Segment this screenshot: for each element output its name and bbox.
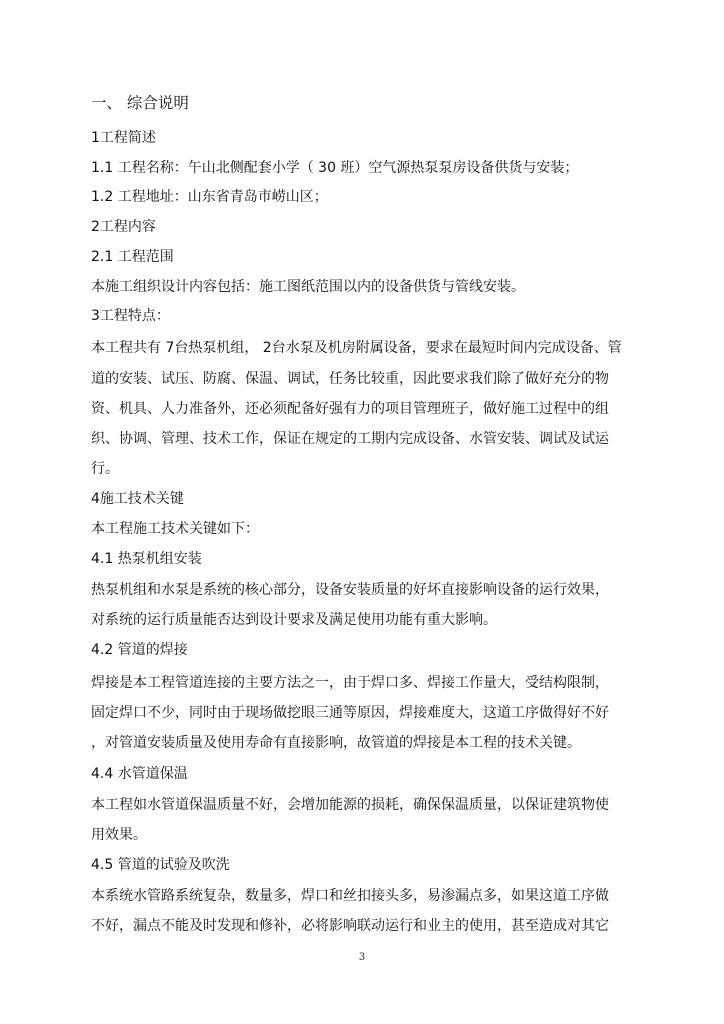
insulation-paragraph-line: 用效果。 [91, 827, 147, 843]
section-title: 一、 综合说明 [91, 94, 189, 112]
project-scope-text: 本施工组织设计内容包括：施工图纸范围以内的设备供货与管线安装。 [91, 279, 525, 295]
insulation-paragraph-line: 本工程如水管道保温质量不好，会增加能源的损耗，确保保温质量，以保证建筑物使 [91, 797, 609, 813]
heading-project-scope: 2.1 工程范围 [91, 249, 174, 265]
heading-project-overview: 1工程简述 [91, 130, 156, 146]
heading-project-features: 3工程特点： [91, 308, 170, 324]
features-paragraph-line: 本工程共有 7台热泵机组， 2台水泵及机房附属设备，要求在最短时间内完成设备、管 [91, 340, 622, 356]
project-address-line: 1.2 工程地址：山东省青岛市崂山区； [91, 189, 328, 205]
features-paragraph-line: 行。 [91, 461, 119, 477]
heading-pipe-testing-flushing: 4.5 管道的试验及吹洗 [91, 857, 230, 873]
features-paragraph-line: 织、协调、管理、技术工作，保证在规定的工期内完成设备、水管安装、调试及试运 [91, 431, 609, 447]
features-paragraph-line: 道的安装、试压、防腐、保温、调试，任务比较重，因此要求我们除了做好充分的物 [91, 371, 609, 387]
testing-paragraph-line: 本系统水管路系统复杂，数量多，焊口和丝扣接头多，易渗漏点多，如果这道工序做 [91, 888, 609, 904]
testing-paragraph-line: 不好，漏点不能及时发现和修补，必将影响联动运行和业主的使用，甚至造成对其它 [91, 918, 609, 934]
project-name-line: 1.1 工程名称：午山北侧配套小学（ 30 班）空气源热泵泵房设备供货与安装； [91, 160, 579, 176]
heading-heat-pump-installation: 4.1 热泵机组安装 [91, 551, 202, 567]
page-number: 3 [358, 952, 366, 963]
heat-pump-paragraph-line: 热泵机组和水泵是系统的核心部分，设备安装质量的好坏直接影响设备的运行效果， [91, 582, 609, 598]
welding-paragraph-line: 固定焊口不少，同时由于现场做挖眼三通等原因，焊接难度大，这道工序做得好不好 [91, 705, 609, 721]
heading-key-techniques: 4施工技术关键 [91, 491, 184, 507]
heading-project-content: 2工程内容 [91, 219, 156, 235]
features-paragraph-line: 资、机具、人力准备外，还必须配备好强有力的项目管理班子，做好施工过程中的组 [91, 401, 609, 417]
heat-pump-paragraph-line: 对系统的运行质量能否达到设计要求及满足使用功能有重大影响。 [91, 612, 497, 628]
heading-pipe-insulation: 4.4 水管道保温 [91, 766, 188, 782]
welding-paragraph-line: 焊接是本工程管道连接的主要方法之一，由于焊口多、焊接工作量大，受结构限制， [91, 675, 609, 691]
key-techniques-intro: 本工程施工技术关键如下： [91, 521, 259, 537]
welding-paragraph-line: ，对管道安装质量及使用寿命有直接影响，故管道的焊接是本工程的技术关键。 [91, 735, 581, 751]
heading-pipe-welding: 4.2 管道的焊接 [91, 642, 188, 658]
